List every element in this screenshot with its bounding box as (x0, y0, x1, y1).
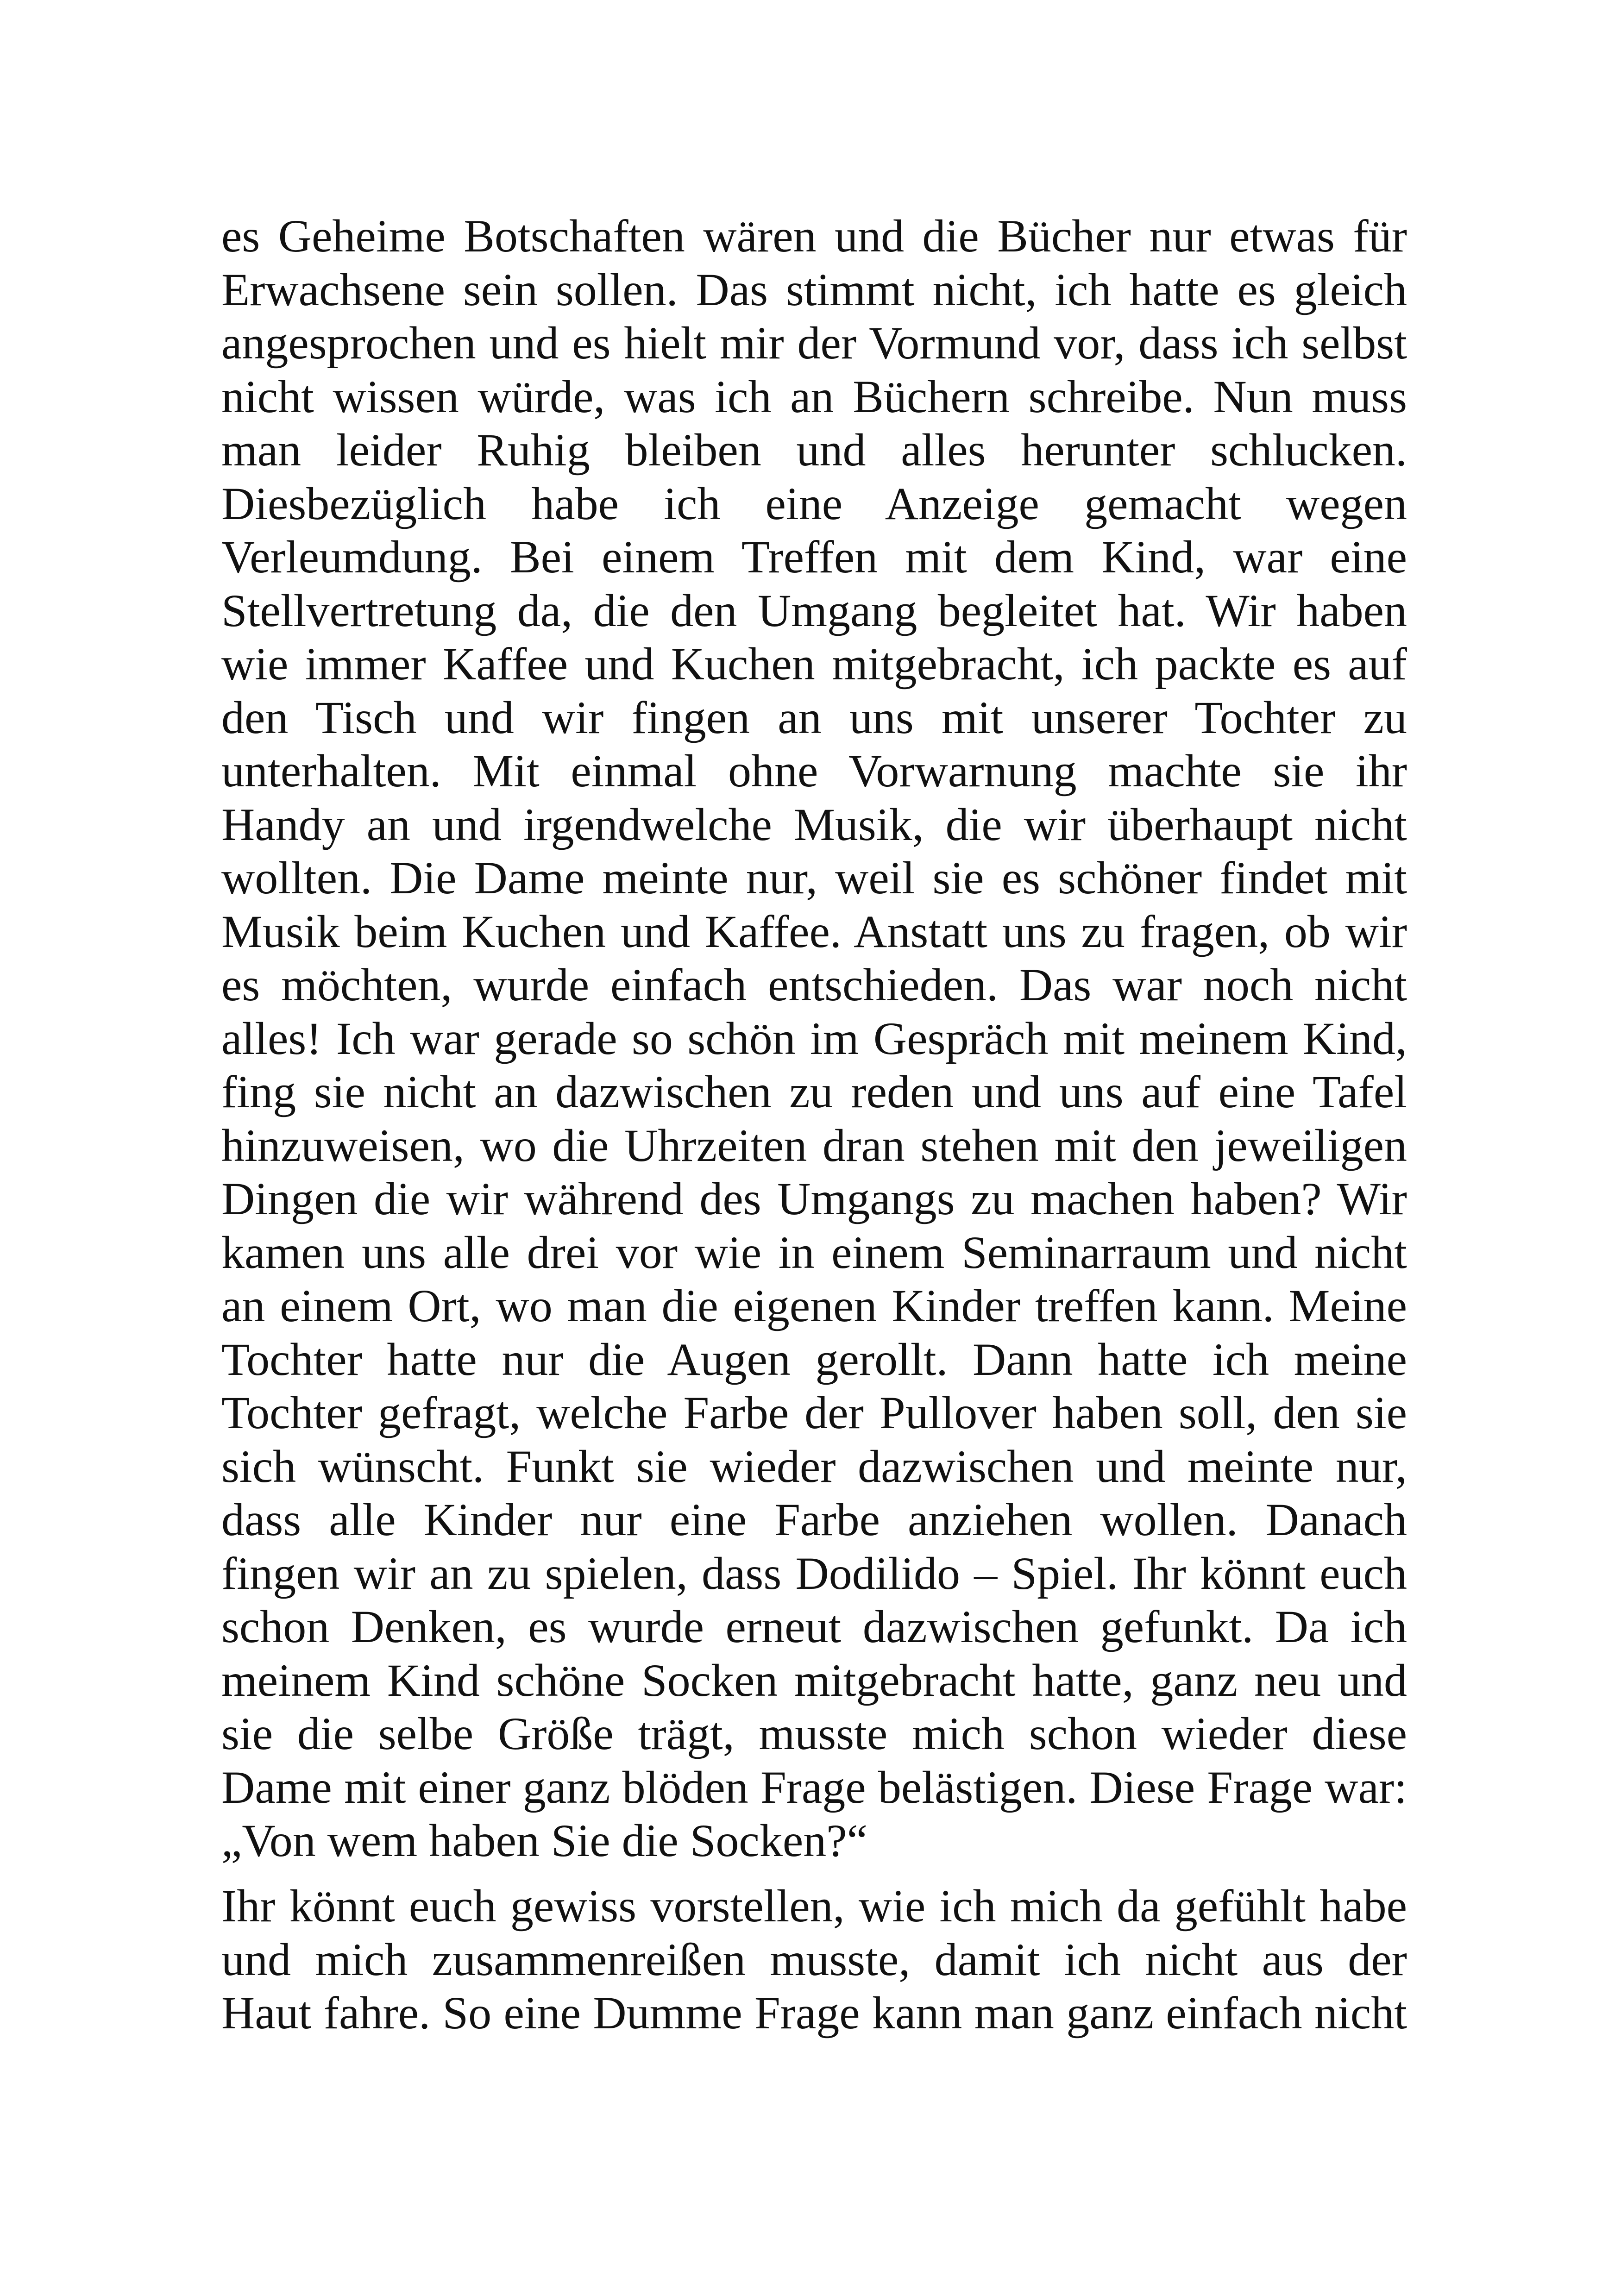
text-line: fing sie nicht an dazwischen zu reden und uns auf eine Tafel (221, 1066, 1407, 1117)
paragraph-1 (221, 209, 1407, 1868)
text-line: Tochter hatte nur die Augen gerollt. Dann hatte ich meine (221, 1333, 1407, 1385)
text-line: meinem Kind schöne Socken mitgebracht hatte, ganz neu und (221, 1654, 1407, 1706)
text-line: Ihr könnt euch gewiss vorstellen, wie ich mich da gefühlt habe (221, 1880, 1407, 1932)
text-line: Tochter gefragt, welche Farbe der Pullover haben soll, den sie (221, 1387, 1407, 1438)
text-line: sie die selbe Größe trägt, musste mich schon wieder diese (221, 1708, 1407, 1759)
text-line: Verleumdung. Bei einem Treffen mit dem Kind, war eine (221, 531, 1407, 583)
text-line: Stellvertretung da, die den Umgang begleitet hat. Wir haben (221, 584, 1407, 636)
text-line: alles! Ich war gerade so schön im Gespräch mit meinem Kind, (221, 1012, 1407, 1064)
text-line: wollten. Die Dame meinte nur, weil sie es schöner findet mit (221, 852, 1407, 903)
text-line: Dingen die wir während des Umgangs zu machen haben? Wir (221, 1173, 1407, 1224)
text-line: nicht wissen würde, was ich an Büchern schreibe. Nun muss (221, 370, 1407, 422)
text-line: Erwachsene sein sollen. Das stimmt nicht, ich hatte es gleich (221, 263, 1407, 315)
text-line: den Tisch und wir fingen an uns mit unserer Tochter zu (221, 691, 1407, 743)
text-line: schon Denken, es wurde erneut dazwischen gefunkt. Da ich (221, 1601, 1407, 1652)
text-line: es möchten, wurde einfach entschieden. Das war noch nicht (221, 959, 1407, 1010)
text-line: fingen wir an zu spielen, dass Dodilido – Spiel. Ihr könnt euch (221, 1547, 1407, 1599)
text-line: an einem Ort, wo man die eigenen Kinder treffen kann. Meine (221, 1280, 1407, 1331)
text-line: wie immer Kaffee und Kuchen mitgebracht, ich packte es auf (221, 638, 1407, 690)
text-line: man leider Ruhig bleiben und alles herunter schlucken. (221, 424, 1407, 476)
text-line: Dame mit einer ganz blöden Frage belästigen. Diese Frage war: (221, 1761, 1407, 1813)
text-line: hinzuweisen, wo die Uhrzeiten dran stehen mit den jeweiligen (221, 1119, 1407, 1171)
text-line: sich wünscht. Funkt sie wieder dazwischen und meinte nur, (221, 1440, 1407, 1492)
text-line: Haut fahre. So eine Dumme Frage kann man ganz einfach nicht (221, 1987, 1407, 2039)
text-line: und mich zusammenreißen musste, damit ich nicht aus der (221, 1933, 1407, 1985)
text-line: unterhalten. Mit einmal ohne Vorwarnung machte sie ihr (221, 745, 1407, 797)
text-line: es Geheime Botschaften wären und die Bücher nur etwas für (221, 210, 1407, 262)
text-line: Handy an und irgendwelche Musik, die wir überhaupt nicht (221, 798, 1407, 850)
text-line: Musik beim Kuchen und Kaffee. Anstatt uns zu fragen, ob wir (221, 905, 1407, 957)
paragraph-2 (221, 1879, 1407, 2040)
text-line: kamen uns alle drei vor wie in einem Seminarraum und nicht (221, 1226, 1407, 1278)
text-line: „Von wem haben Sie die Socken?“ (221, 1815, 867, 1866)
text-line: dass alle Kinder nur eine Farbe anziehen wollen. Danach (221, 1494, 1407, 1545)
text-line: Diesbezüglich habe ich eine Anzeige gemacht wegen (221, 477, 1407, 529)
text-line: angesprochen und es hielt mir der Vormund vor, dass ich selbst (221, 317, 1407, 369)
